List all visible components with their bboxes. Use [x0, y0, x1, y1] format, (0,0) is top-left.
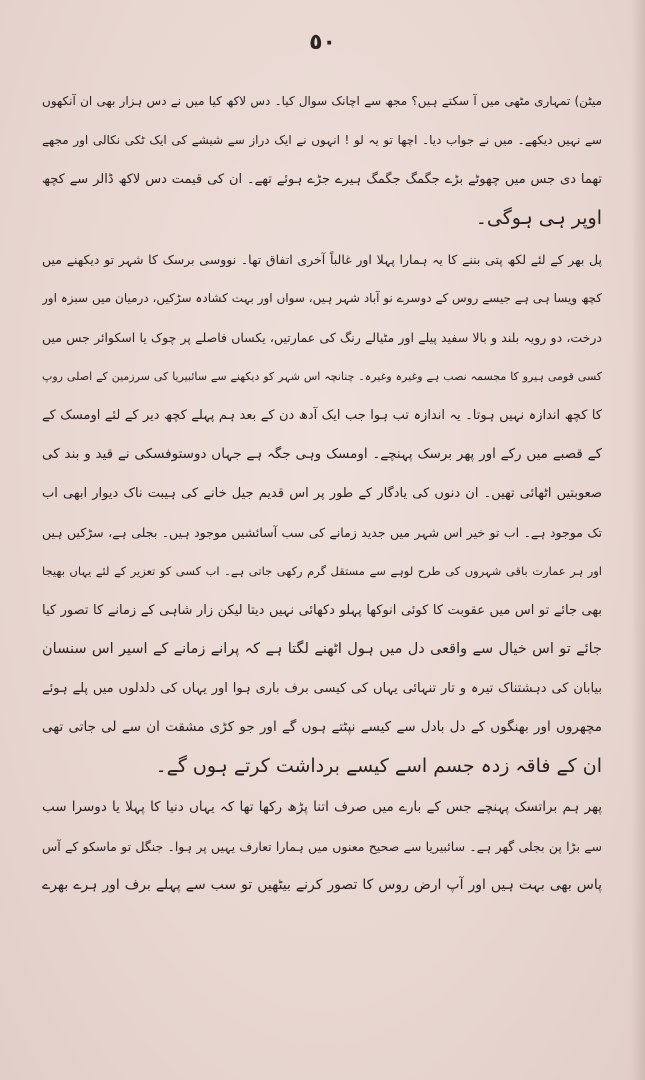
- text-line: سے نہیں دیکھے۔ میں نے جواب دیا۔ اچھا تو یہ لو ! انہوں نے ایک دراز سے شیشے کی ایک ٹکی نکالی اور مجھے: [42, 133, 602, 147]
- text-line: کسی قومی ہیرو کا مجسمہ نصب ہے وغیرہ وغیرہ۔ چنانچہ اس شہر کو دیکھنے سے سائبیریا کی سرزمین کے اصلی روپ: [42, 370, 602, 383]
- text-line: پھر ہم براتسک پہنچے جس کے بارے میں صرف اتنا پڑھ رکھا تھا کہ یہاں دنیا کا پہلا یا دوسرا سب: [42, 799, 602, 815]
- page-edge-shadow: [631, 0, 645, 1080]
- text-line: بیابان کی دہشتناک تیرہ و تار تنہائی یہاں کی کیسی برف باری ہوا اور یہاں کی دلدلوں میں پلے ہوئے: [42, 681, 602, 696]
- text-line: پاس بھی بہت ہیں اور آپ ارض روس کا تصور کرنے بیٹھیں تو سب سے پہلے برف اور ہرے بھرے: [42, 877, 602, 893]
- text-line: اوپر ہی ہوگی۔: [475, 207, 602, 229]
- page-number: ٥٠: [309, 30, 336, 55]
- text-line: درخت، دو رویہ بلند و بالا سفید پیلے اور مٹیالے رنگ کی عمارتیں، یکساں فاصلے پر چوک یا اسکوائر جس میں: [42, 330, 602, 345]
- text-line: اور ہر عمارت باقی شہروں کی طرح لوہے سے مستقل گرم رکھی جاتی ہے۔ اب کسی کو تعزیر کے لئے یہاں بھیجا: [42, 564, 602, 578]
- text-line: بھی جائے تو اس میں عقوبت کا کوئی انوکھا پہلو دکھائی نہیں دیتا لیکن زار شاہی کے زمانے کا تصور کیا: [42, 603, 602, 618]
- paragraph-1: [42, 82, 602, 238]
- body-text: [42, 82, 602, 905]
- text-line: کچھ ویسا ہی ہے جیسے روس کے دوسرے نو آباد شہر ہیں، سواں اور بہت کشادہ سڑکیں، درمیان میں سبزہ اور: [42, 291, 602, 305]
- text-line: سے بڑا پن بجلی گھر ہے۔ سائبیریا سے صحیح معنوں میں ہمارا تعارف یہیں پر ہوا۔ جنگل تو ماسکو کے آس: [42, 839, 602, 854]
- paragraph-3: [42, 788, 602, 905]
- text-line: پل بھر کے لئے لکھ پتی بننے کا یہ ہمارا پہلا اور غالباً آخری اتفاق تھا۔ نووسی برسک کا شہر تو دیکھنے میں: [42, 252, 602, 267]
- text-line: کے قصبے میں رکے اور پھر برسک پہنچے۔ اومسک وہی جگہ ہے جہاں دوستوفسکی نے قید و بند کی: [42, 446, 602, 462]
- text-line: ان کے فاقہ زدہ جسم اسے کیسے برداشت کرتے ہوں گے۔: [155, 755, 602, 777]
- text-line: تک موجود ہے۔ اب تو خیر اس شہر میں جدید زمانے کی سب آسائشیں موجود ہیں۔ بجلی ہے، سڑکیں ہیں: [42, 525, 602, 540]
- text-line: کا کچھ اندازہ نہیں ہوتا۔ یہ اندازہ تب ہوا جب ایک آدھ دن کے بعد ہم پہلے کچھ دیر کے لئے اومسک کے: [42, 408, 602, 423]
- text-line: تھما دی جس میں چھوٹے بڑے جگمگ جگمگ ہیرے جڑے ہوئے تھے۔ ان کی قیمت دس لاکھ ڈالر سے کچھ: [42, 172, 602, 187]
- paragraph-2: [42, 240, 602, 786]
- text-line: جائے تو اس خیال سے واقعی دل میں ہول اٹھنے لگتا ہے کہ پرانے زمانے کے اسیر اس سنسان: [42, 641, 602, 657]
- text-line: مچھروں اور بھنگوں کے دل بادل سے کیسے نپٹتے ہوں گے اور جو کڑی مشقت ان سے لی جاتی تھی: [42, 719, 602, 735]
- text-line: صعوبتیں اٹھائی تھیں۔ ان دنوں کی یادگار کے طور پر اس قدیم جیل خانے کی ہیبت ناک دیوار ابھی اب: [42, 486, 602, 501]
- text-line: میٹن) تمہاری مٹھی میں آ سکتے ہیں؟ مجھ سے اچانک سوال کیا۔ دس لاکھ کیا میں نے دس ہزار بھی ان آنکھوں: [42, 94, 602, 108]
